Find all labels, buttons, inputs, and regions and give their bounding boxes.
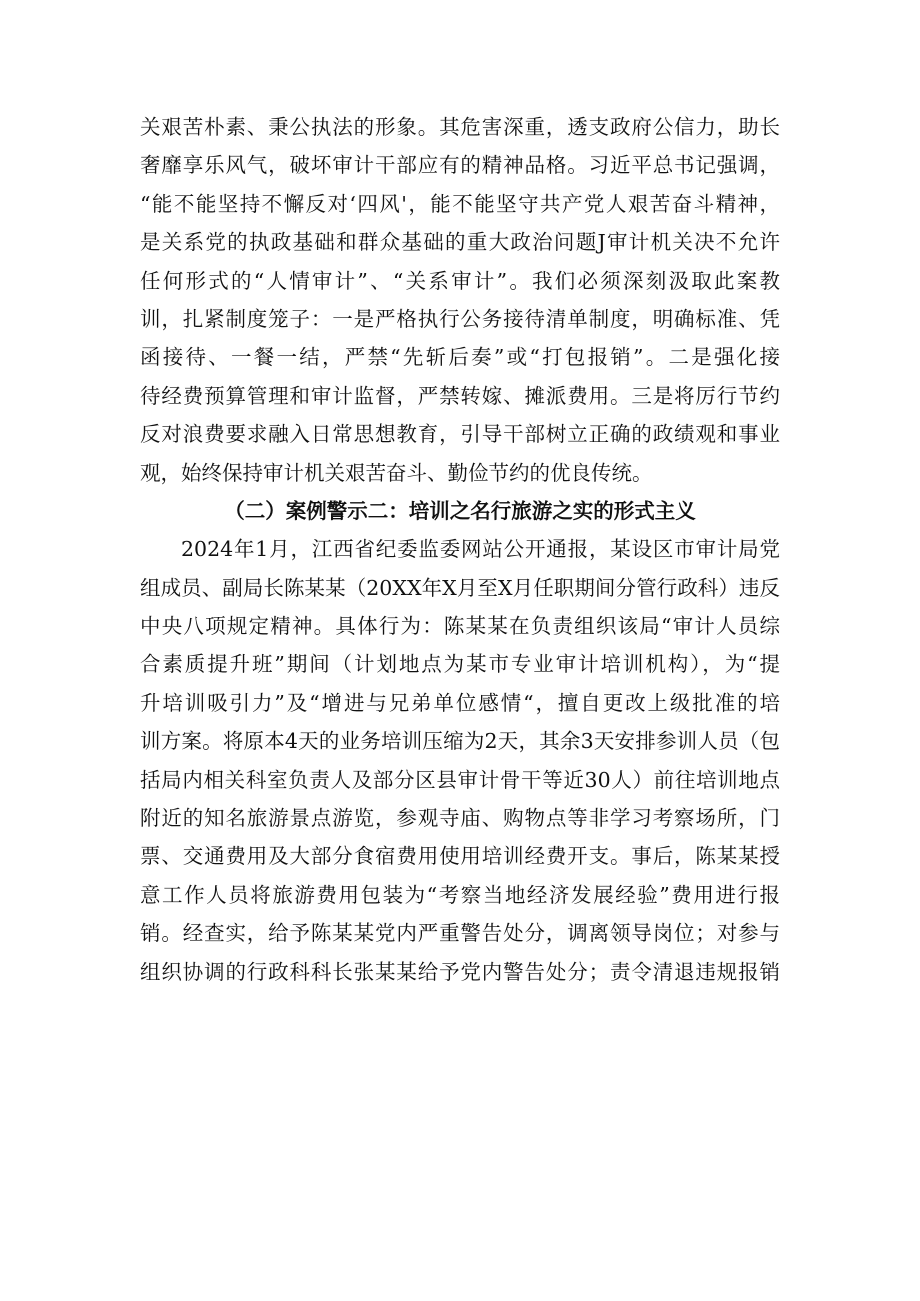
paragraph-line: 合素质提升班”期间（计划地点为某市专业审计培训机构），为“提	[140, 652, 780, 677]
paragraph-line: 观，始终保持审计机关艰苦奋斗、勤俭节约的优良传统。	[140, 460, 653, 485]
paragraph-line: 升培训吸引力”及“增进与兄弟单位感情“，擅自更改上级批准的培	[140, 690, 780, 715]
paragraph-line: 销。经查实，给予陈某某党内严重警告处分，调离领导岗位；对参与	[140, 921, 780, 946]
section-heading: （二）案例警示二：培训之名行旅游之实的形式主义	[224, 498, 696, 523]
paragraph-line: 训，扎紧制度笼子：一是严格执行公务接待清单制度，明确标准、凭	[140, 306, 780, 331]
paragraph-line: 奢靡享乐风气，破坏审计干部应有的精神品格。习近平总书记强调，	[140, 153, 780, 178]
paragraph-line: 2024年1月，江西省纪委监委网站公开通报，某设区市审计局党	[181, 537, 780, 562]
paragraph-line: 票、交通费用及大部分食宿费用使用培训经费开支。事后，陈某某授	[140, 844, 780, 869]
paragraph-line: 意工作人员将旅游费用包装为“考察当地经济发展经验”费用进行报	[140, 882, 780, 907]
paragraph-line: 任何形式的“人情审计”、“关系审计”。我们必须深刻汲取此案教	[140, 268, 780, 293]
paragraph-line: “能不能坚持不懈反对‘四风'，能不能坚守共产党人艰苦奋斗精神，	[140, 191, 780, 216]
paragraph-1	[140, 108, 780, 492]
paragraph-line: 组成员、副局长陈某某（20XX年X月至X月任职期间分管行政科）违反	[140, 575, 780, 600]
paragraph-line: 训方案。将原本4天的业务培训压缩为2天，其余3天安排参训人员（包	[140, 729, 780, 754]
paragraph-line: 反对浪费要求融入日常思想教育，引导干部树立正确的政绩观和事业	[140, 422, 780, 447]
paragraph-line: 函接待、一餐一结，严禁“先斩后奏”或“打包报销”。二是强化接	[140, 345, 780, 370]
paragraph-line: 附近的知名旅游景点游览，参观寺庙、购物点等非学习考察场所，门	[140, 806, 780, 831]
paragraph-line: 待经费预算管理和审计监督，严禁转嫁、摊派费用。三是将厉行节约	[140, 383, 780, 408]
paragraph-line: 括局内相关科室负责人及部分区县审计骨干等近30人）前往培训地点	[140, 767, 780, 792]
paragraph-line: 是关系党的执政基础和群众基础的重大政治问题J审计机关决不允许	[140, 230, 780, 255]
paragraph-2	[140, 530, 780, 991]
paragraph-line: 关艰苦朴素、秉公执法的形象。其危害深重，透支政府公信力，助长	[140, 115, 780, 139]
paragraph-line: 中央八项规定精神。具体行为：陈某某在负责组织该局“审计人员综	[140, 614, 780, 639]
paragraph-line: 组织协调的行政科科长张某某给予党内警告处分；责令清退违规报销	[140, 959, 780, 984]
